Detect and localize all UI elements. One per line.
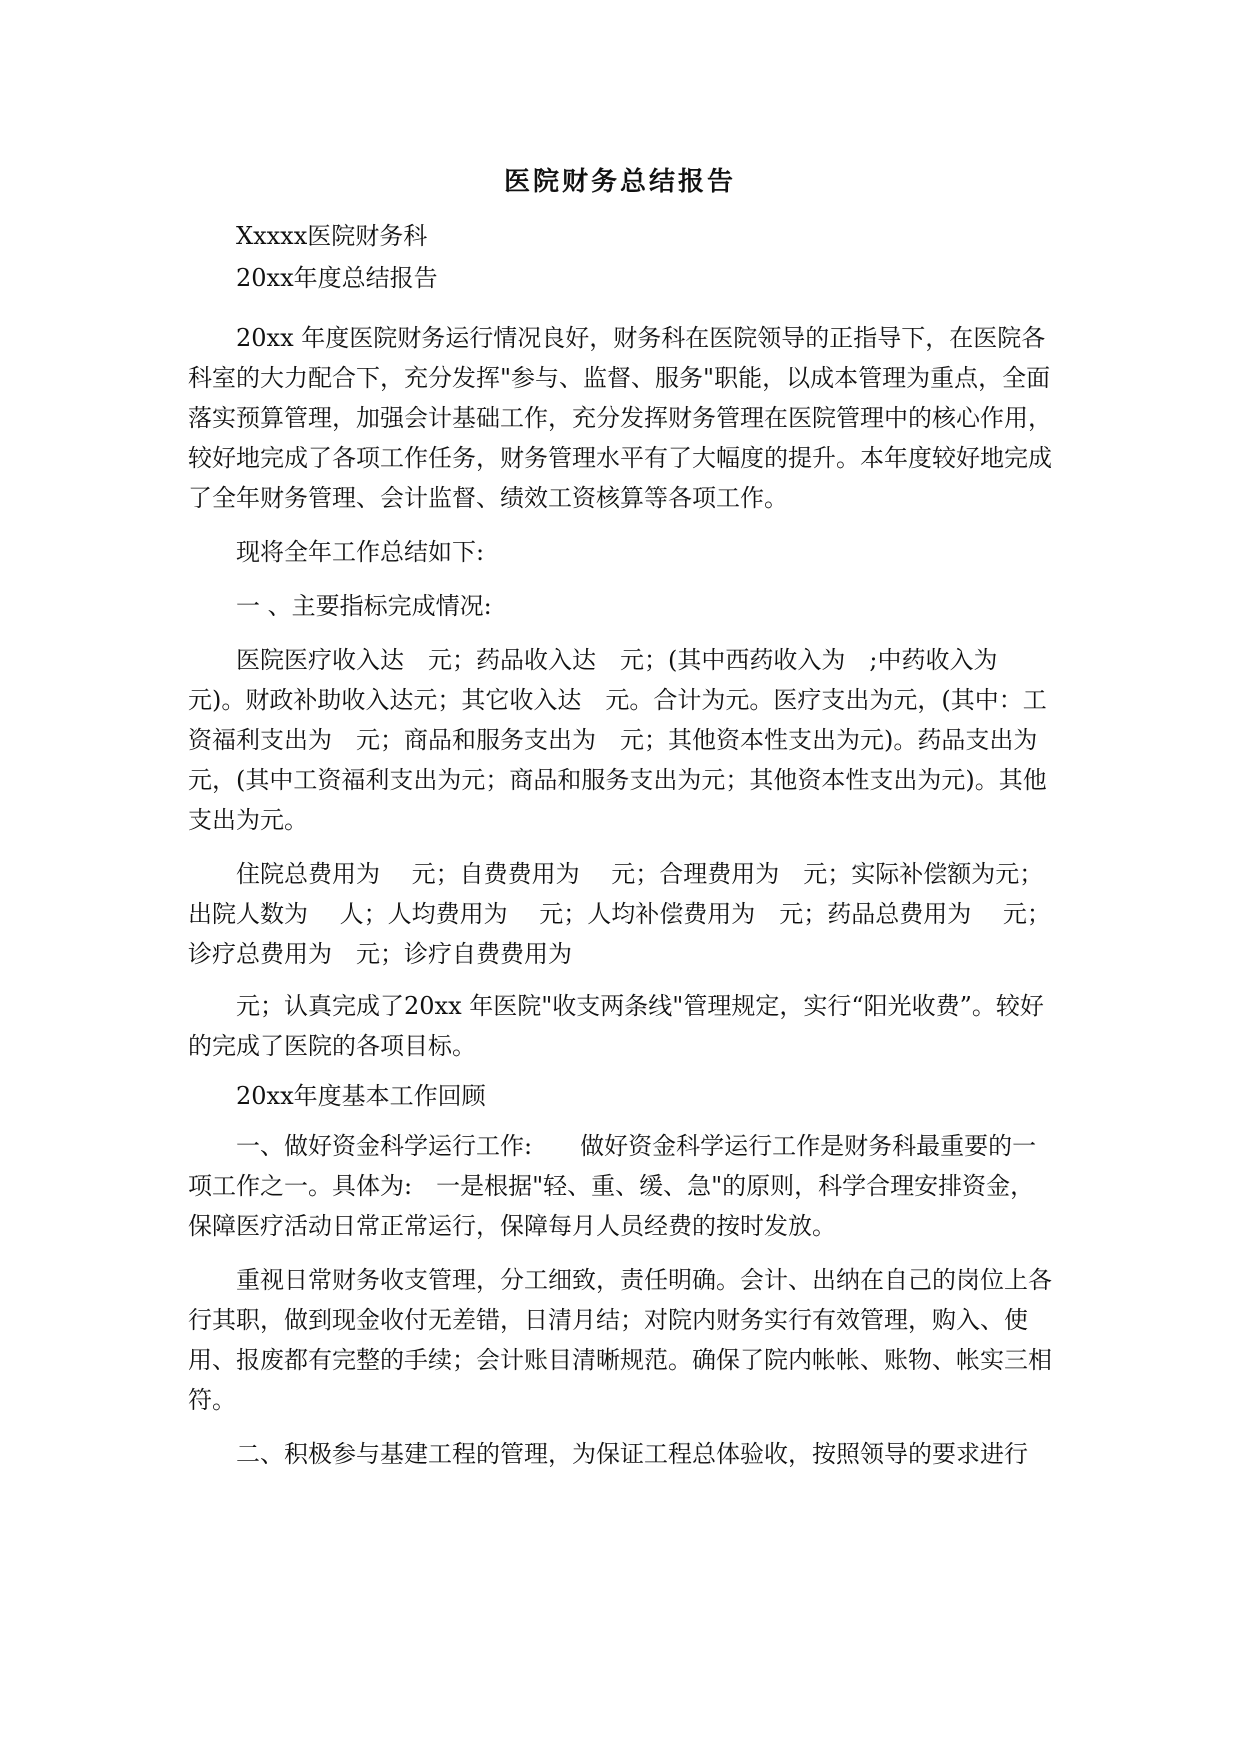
paragraph-summary-intro: 现将全年工作总结如下: <box>236 538 485 566</box>
document-body <box>188 216 1053 1474</box>
section-heading-indicators: 一 、主要指标完成情况: <box>236 592 492 620</box>
paragraph-daily-management: 重视日常财务收支管理，分工细致，责任明确。会计、出纳在自己的岗位上各行其职，做到现金收付无差错，日清月结；对院内财务实行有效管理，购入、使用、报废都有完整的手续；会计账目清晰规范。确保了院内帐帐、账物、帐实三相符。 <box>188 1266 1052 1414</box>
paragraph-overview: 20xx 年度医院财务运行情况良好，财务科在医院领导的正指导下，在医院各科室的大力配合下，充分发挥"参与、监督、服务"职能，以成本管理为重点，全面落实预算管理，加强会计基础工作，充分发挥财务管理在医院管理中的核心作用，较好地完成了各项工作任务，财务管理水平有了大幅度的提升。本年度较好地完成了全年财务管理、会计监督、绩效工资核算等各项工作。 <box>188 324 1052 512</box>
paragraph-funds-operation: 一、做好资金科学运行工作: 做好资金科学运行工作是财务科最重要的一项工作之一。具体为: 一是根据"轻、重、缓、急"的原则，科学合理安排资金，保障医疗活动日常正常运行，保障每月人员经费的按时发放。 <box>188 1132 1037 1240</box>
department-line: Xxxxx医院财务科 <box>236 222 428 250</box>
paragraph-inpatient-costs: 住院总费用为 元；自费费用为 元；合理费用为 元；实际补偿额为元；出院人数为 人；人均费用为 元；人均补偿费用为 元；药品总费用为 元；诊疗总费用为 元；诊疗自费费用为 <box>188 860 1051 968</box>
paragraph-targets: 元；认真完成了20xx 年医院"收支两条线"管理规定，实行“阳光收费”。较好的完成了医院的各项目标。 <box>188 992 1044 1060</box>
report-subtitle: 20xx年度总结报告 <box>236 264 438 292</box>
paragraph-construction: 二、积极参与基建工程的管理，为保证工程总体验收，按照领导的要求进行 <box>236 1440 1028 1468</box>
paragraph-income-expense: 医院医疗收入达 元；药品收入达 元；(其中西药收入为 ;中药收入为元)。财政补助收入达元；其它收入达 元。合计为元。医疗支出为元，(其中：工资福利支出为 元；商品和服务支出为 元；其他资本性支出为元)。药品支出为元，(其中工资福利支出为元；商品和服务支出为元；其他资本性支出为元)。其他支出为元。 <box>188 646 1047 834</box>
section-heading-review: 20xx年度基本工作回顾 <box>236 1082 486 1110</box>
document-title: 医院财务总结报告 <box>503 167 736 197</box>
